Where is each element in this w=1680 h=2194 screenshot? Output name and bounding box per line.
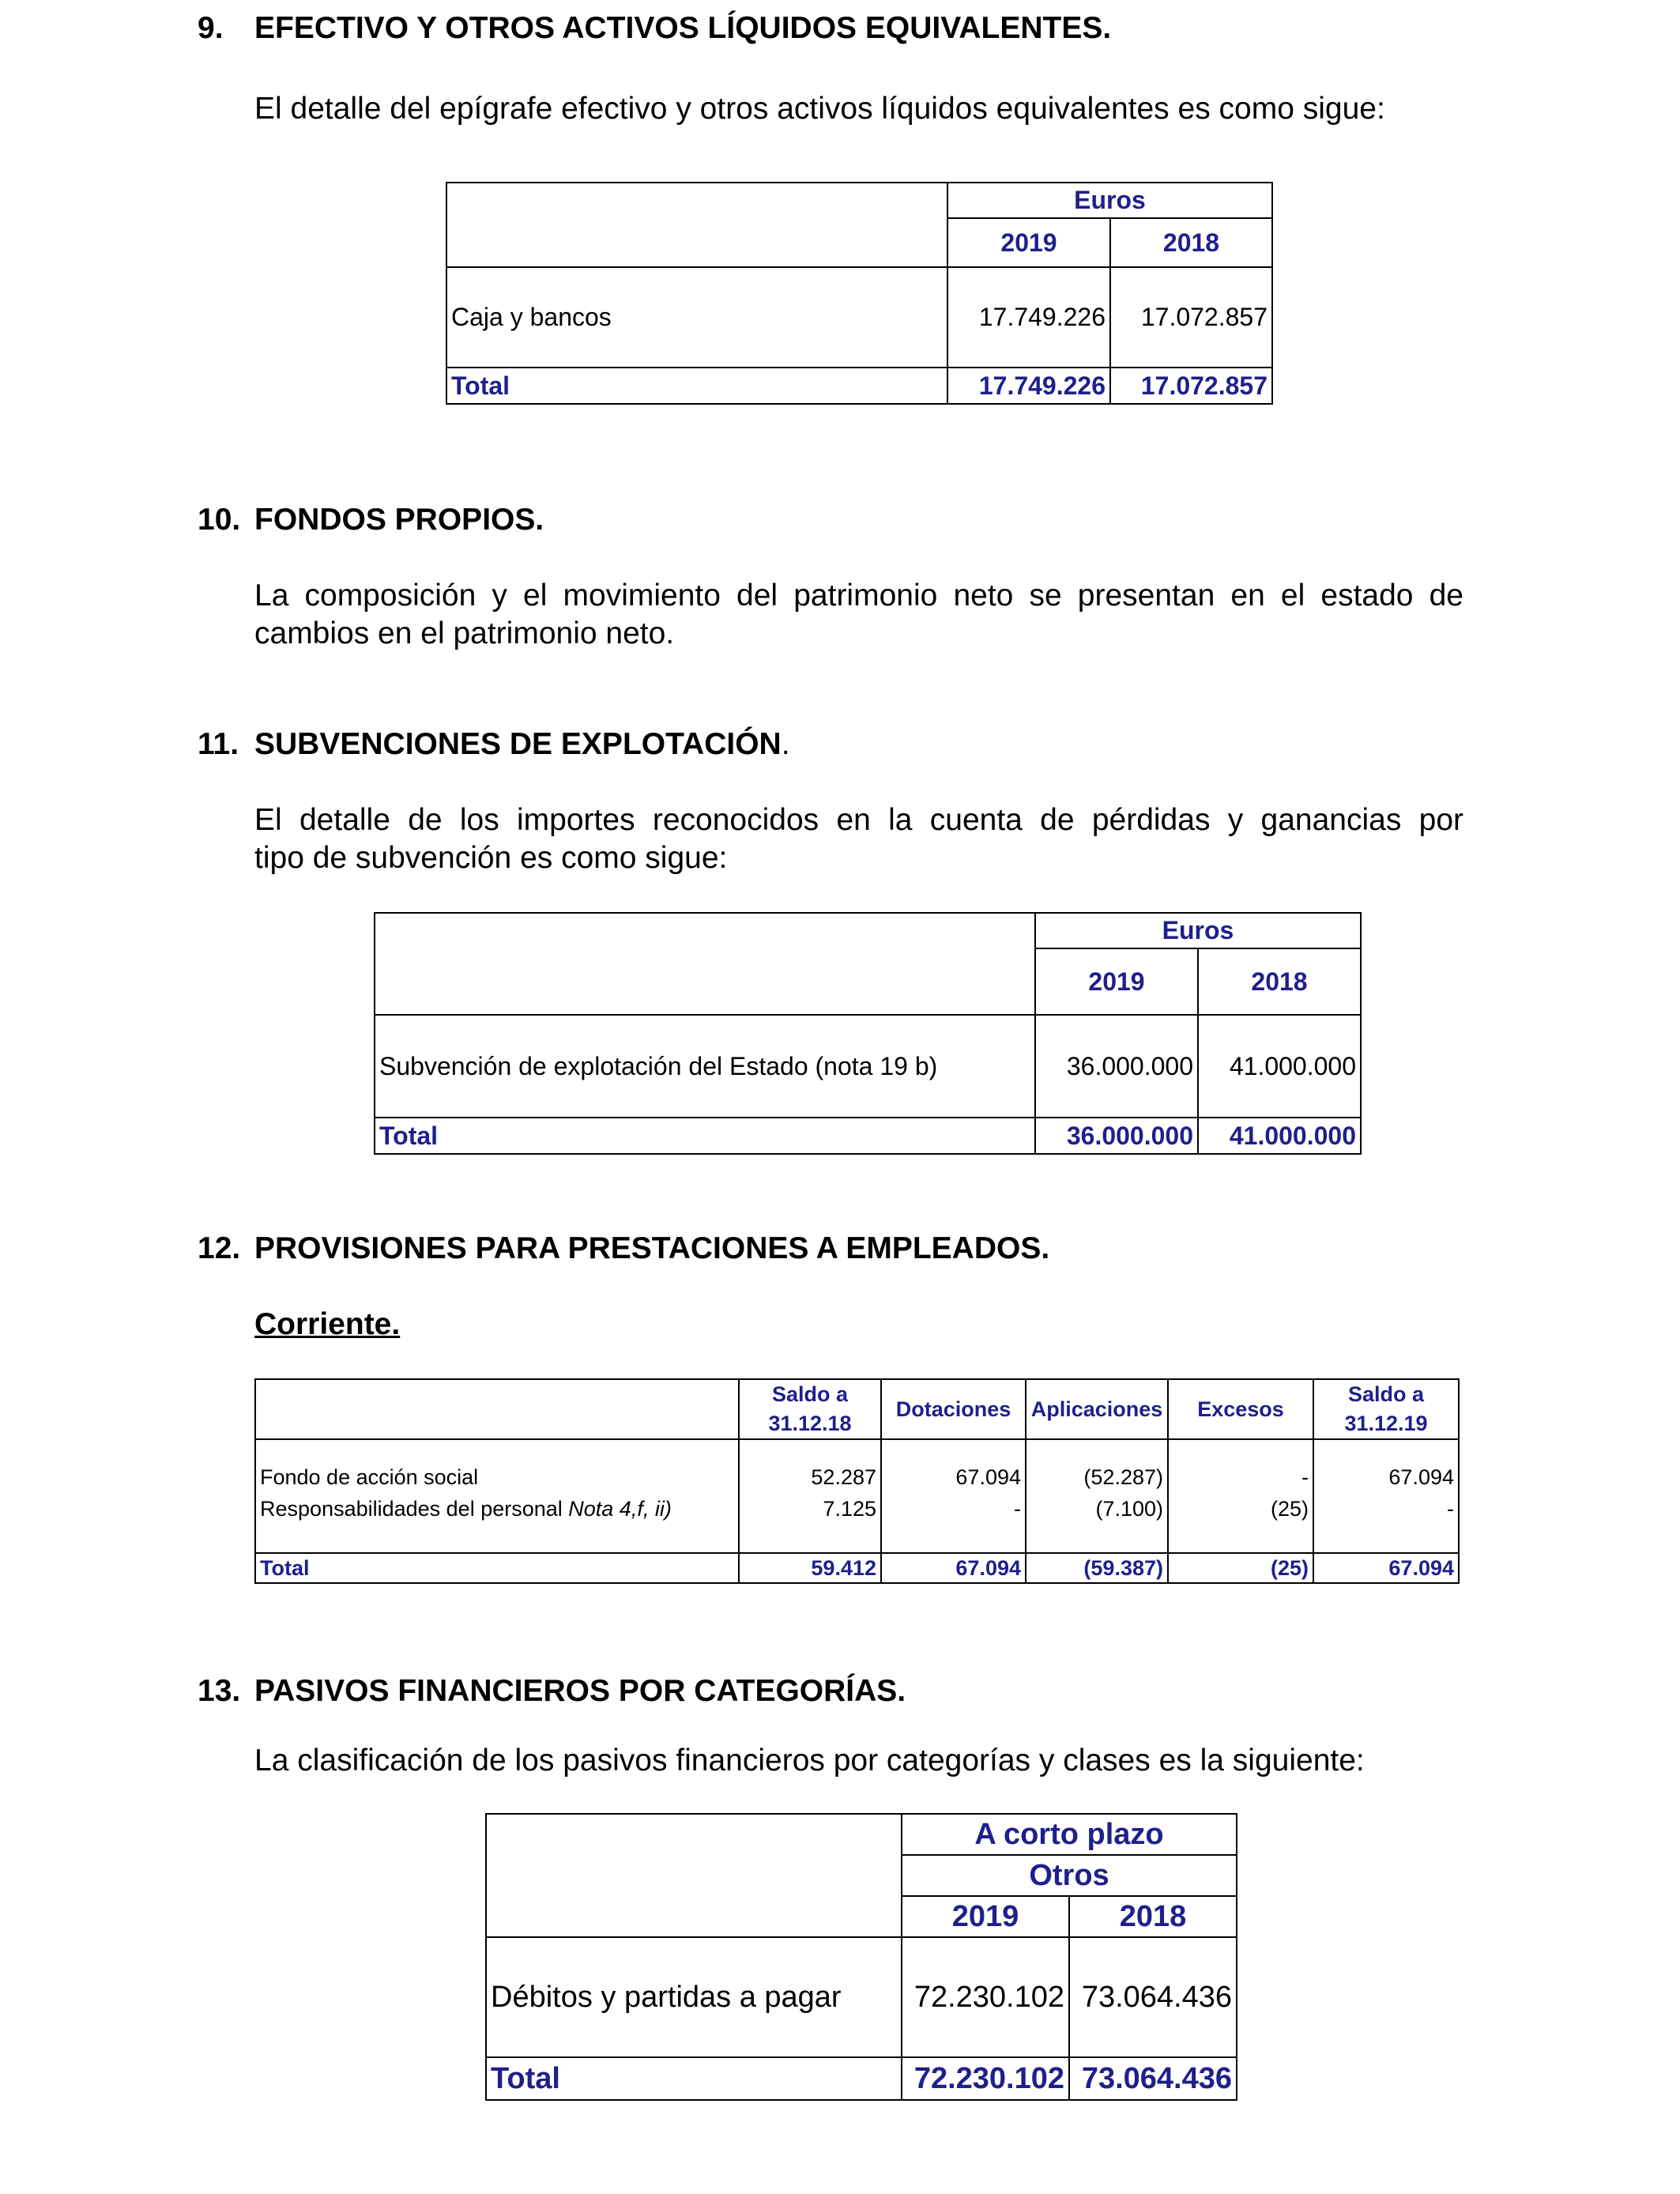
cash-table-year-2019: 2019 — [947, 218, 1110, 267]
section-12-subtitle: Corriente. — [254, 1307, 401, 1341]
liabilities-row-2018: 73.064.436 — [1069, 1937, 1237, 2057]
provisions-total-v2: 67.094 — [881, 1553, 1026, 1583]
section-10-line-2: cambios en el patrimonio neto. — [254, 616, 675, 650]
provisions-header-dotaciones: Dotaciones — [881, 1379, 1026, 1439]
section-10-text — [254, 577, 1463, 653]
section-number: 10. — [198, 503, 241, 537]
section-11-heading — [198, 727, 790, 762]
provisions-header-closing-l1: Saldo a — [1347, 1382, 1425, 1406]
section-title: PASIVOS FINANCIEROS POR CATEGORÍAS. — [254, 1674, 906, 1708]
provisions-row-v3: (7.100) — [1026, 1493, 1168, 1525]
provisions-row-v4: (25) — [1168, 1493, 1313, 1525]
table-row — [255, 1461, 1459, 1493]
section-12-heading — [198, 1231, 1049, 1266]
provisions-header-aplicaciones: Aplicaciones — [1026, 1379, 1168, 1439]
subsidy-table-total-2018: 41.000.000 — [1198, 1118, 1361, 1154]
provisions-table — [254, 1378, 1460, 1584]
section-title: PROVISIONES PARA PRESTACIONES A EMPLEADOS. — [254, 1231, 1050, 1265]
cash-table-euros-header: Euros — [947, 183, 1272, 218]
section-10-line-1: La composición y el movimiento del patrimonio neto se presentan en el estado de — [254, 579, 1463, 613]
liabilities-table-corner — [486, 1814, 902, 1937]
provisions-header-opening-l1: Saldo a — [771, 1382, 849, 1406]
liabilities-header-class: Otros — [902, 1855, 1237, 1896]
liabilities-header-term: A corto plazo — [902, 1814, 1237, 1855]
provisions-row-v5: - — [1313, 1493, 1459, 1525]
section-title: EFECTIVO Y OTROS ACTIVOS LÍQUIDOS EQUIVALENTES. — [254, 11, 1112, 45]
provisions-table-corner — [255, 1379, 739, 1439]
section-title-dot: . — [781, 727, 790, 761]
table-row — [255, 1493, 1459, 1525]
cash-table-total-label: Total — [446, 368, 947, 404]
section-13-text: La clasificación de los pasivos financieros por categorías y clases es la siguiente: — [254, 1744, 1365, 1777]
cash-table — [446, 182, 1273, 405]
subsidy-table-total-2019: 36.000.000 — [1035, 1118, 1198, 1154]
provisions-row-v3: (52.287) — [1026, 1461, 1168, 1493]
liabilities-table — [485, 1813, 1237, 2101]
liabilities-year-2018: 2018 — [1069, 1896, 1237, 1937]
subsidy-table-row-label: Subvención de explotación del Estado (nota 19 b) — [375, 1015, 1035, 1118]
liabilities-row-2019: 72.230.102 — [902, 1937, 1069, 2057]
provisions-row-v2: 67.094 — [881, 1461, 1026, 1493]
section-number: 12. — [198, 1231, 241, 1265]
provisions-row-v4: - — [1168, 1461, 1313, 1493]
provisions-header-opening — [739, 1379, 881, 1439]
section-number: 9. — [198, 11, 224, 45]
section-9-heading — [198, 11, 1111, 46]
cash-table-total-2018: 17.072.857 — [1110, 368, 1272, 404]
subsidy-table-corner — [375, 913, 1035, 1015]
subsidy-table-row-2019: 36.000.000 — [1035, 1015, 1198, 1118]
cash-table-row-2019: 17.749.226 — [947, 267, 1110, 368]
section-title: FONDOS PROPIOS. — [254, 503, 544, 537]
section-title: SUBVENCIONES DE EXPLOTACIÓN — [254, 727, 782, 761]
provisions-row-v5: 67.094 — [1313, 1461, 1459, 1493]
section-13-heading — [198, 1674, 906, 1709]
provisions-header-closing-l2: 31.12.19 — [1344, 1412, 1428, 1435]
section-10-heading — [198, 503, 544, 537]
provisions-row-label: Fondo de acción social — [255, 1461, 739, 1493]
provisions-row-v2: - — [881, 1493, 1026, 1525]
liabilities-year-2019: 2019 — [902, 1896, 1069, 1937]
provisions-total-v1: 59.412 — [739, 1553, 881, 1583]
provisions-row-v1: 7.125 — [739, 1493, 881, 1525]
subsidy-table-euros-header: Euros — [1035, 913, 1361, 948]
cash-table-row-2018: 17.072.857 — [1110, 267, 1272, 368]
liabilities-total-2018: 73.064.436 — [1069, 2057, 1237, 2100]
section-number: 11. — [198, 727, 239, 761]
liabilities-total-label: Total — [486, 2057, 902, 2100]
provisions-header-closing — [1313, 1379, 1459, 1439]
cash-table-total-2019: 17.749.226 — [947, 368, 1110, 404]
subsidy-table-row-2018: 41.000.000 — [1198, 1015, 1361, 1118]
subsidy-table-year-2019: 2019 — [1035, 948, 1198, 1015]
provisions-row-label: Responsabilidades del personal Nota 4,f, ii) — [255, 1493, 739, 1525]
subsidy-table-year-2018: 2018 — [1198, 948, 1361, 1015]
cash-table-corner — [446, 183, 947, 267]
section-11-line-2: tipo de subvención es como sigue: — [254, 841, 728, 875]
provisions-total-v3: (59.387) — [1026, 1553, 1168, 1583]
section-9-text: El detalle del epígrafe efectivo y otros activos líquidos equivalentes es como sigue: — [254, 92, 1385, 126]
provisions-total-v5: 67.094 — [1313, 1553, 1459, 1583]
provisions-header-excesos: Excesos — [1168, 1379, 1313, 1439]
section-11-line-1: El detalle de los importes reconocidos en la cuenta de pérdidas y ganancias por — [254, 803, 1463, 837]
subsidy-table-total-label: Total — [375, 1118, 1035, 1154]
subsidy-table — [374, 912, 1362, 1155]
liabilities-total-2019: 72.230.102 — [902, 2057, 1069, 2100]
provisions-header-opening-l2: 31.12.18 — [768, 1412, 852, 1435]
section-11-text — [254, 801, 1463, 877]
provisions-row-v1: 52.287 — [739, 1461, 881, 1493]
liabilities-row-label: Débitos y partidas a pagar — [486, 1937, 902, 2057]
cash-table-row-label: Caja y bancos — [446, 267, 947, 368]
provisions-total-label: Total — [255, 1553, 739, 1583]
provisions-total-v4: (25) — [1168, 1553, 1313, 1583]
cash-table-year-2018: 2018 — [1110, 218, 1272, 267]
section-number: 13. — [198, 1674, 241, 1708]
